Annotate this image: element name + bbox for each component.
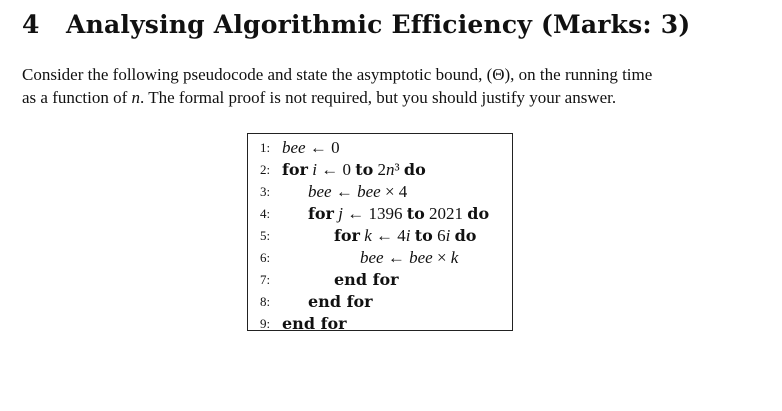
keyword: end for bbox=[334, 270, 399, 289]
question-line-2-end: . The formal proof is not required, but you should justify your answer. bbox=[140, 88, 617, 107]
variable: n bbox=[386, 160, 395, 179]
variable: bee bbox=[282, 138, 306, 157]
line-number: 3: bbox=[260, 184, 271, 199]
question-text bbox=[22, 63, 772, 109]
line-code bbox=[308, 291, 373, 313]
code-text: ← 0 bbox=[316, 160, 356, 179]
keyword: end for bbox=[308, 292, 373, 311]
code-text: ← 0 bbox=[305, 138, 340, 157]
variable: k bbox=[364, 226, 372, 245]
question-line-1: Consider the following pseudocode and state the asymptotic bound, (Θ), on the running time bbox=[22, 65, 653, 84]
keyword: for bbox=[334, 226, 360, 245]
question-line-2 bbox=[22, 86, 772, 109]
line-code bbox=[282, 159, 426, 181]
line-number: 7: bbox=[260, 272, 271, 287]
line-number: 9: bbox=[260, 316, 271, 331]
line-code bbox=[360, 247, 458, 269]
code-text: 6 bbox=[432, 226, 446, 245]
section-heading bbox=[22, 10, 690, 39]
variable: bee bbox=[360, 248, 384, 267]
line-code bbox=[282, 137, 340, 159]
code-text: 2 bbox=[373, 160, 387, 179]
section-title: Analysing Algorithmic Efficiency (Marks: 3) bbox=[66, 10, 691, 39]
variable: bee bbox=[409, 248, 433, 267]
variable: k bbox=[450, 248, 459, 267]
keyword: do bbox=[467, 204, 490, 223]
line-number: 4: bbox=[260, 206, 271, 221]
line-code bbox=[334, 225, 476, 247]
line-code bbox=[308, 203, 489, 225]
section-number: 4 bbox=[22, 10, 40, 39]
code-text: ← 1396 bbox=[342, 204, 407, 223]
line-code bbox=[282, 313, 347, 335]
code-text: 2021 bbox=[424, 204, 468, 223]
code-text: ← bbox=[383, 248, 410, 267]
code-text: ← 4 bbox=[371, 226, 406, 245]
code-text: ← bbox=[331, 182, 358, 201]
question-line-2-start: as a function of bbox=[22, 88, 132, 107]
line-number: 8: bbox=[260, 294, 271, 309]
variable: j bbox=[338, 204, 343, 223]
line-code bbox=[334, 269, 399, 291]
keyword: to bbox=[414, 226, 433, 245]
line-number: 5: bbox=[260, 228, 271, 243]
code-text: × bbox=[432, 248, 451, 267]
pseudocode-box bbox=[247, 133, 513, 331]
variable: i bbox=[445, 226, 451, 245]
line-number: 6: bbox=[260, 250, 271, 265]
keyword: for bbox=[282, 160, 308, 179]
line-number: 2: bbox=[260, 162, 271, 177]
variable-n: n bbox=[131, 88, 141, 107]
line-code bbox=[308, 181, 407, 203]
keyword: do bbox=[403, 160, 426, 179]
keyword: to bbox=[406, 204, 425, 223]
code-text: × 4 bbox=[380, 182, 408, 201]
line-number: 1: bbox=[260, 140, 271, 155]
code-text: ³ bbox=[394, 160, 404, 179]
variable: i bbox=[405, 226, 411, 245]
variable: bee bbox=[308, 182, 332, 201]
keyword: end for bbox=[282, 314, 347, 333]
variable: bee bbox=[357, 182, 381, 201]
keyword: for bbox=[308, 204, 334, 223]
keyword: to bbox=[355, 160, 374, 179]
keyword: do bbox=[454, 226, 477, 245]
variable: i bbox=[312, 160, 317, 179]
